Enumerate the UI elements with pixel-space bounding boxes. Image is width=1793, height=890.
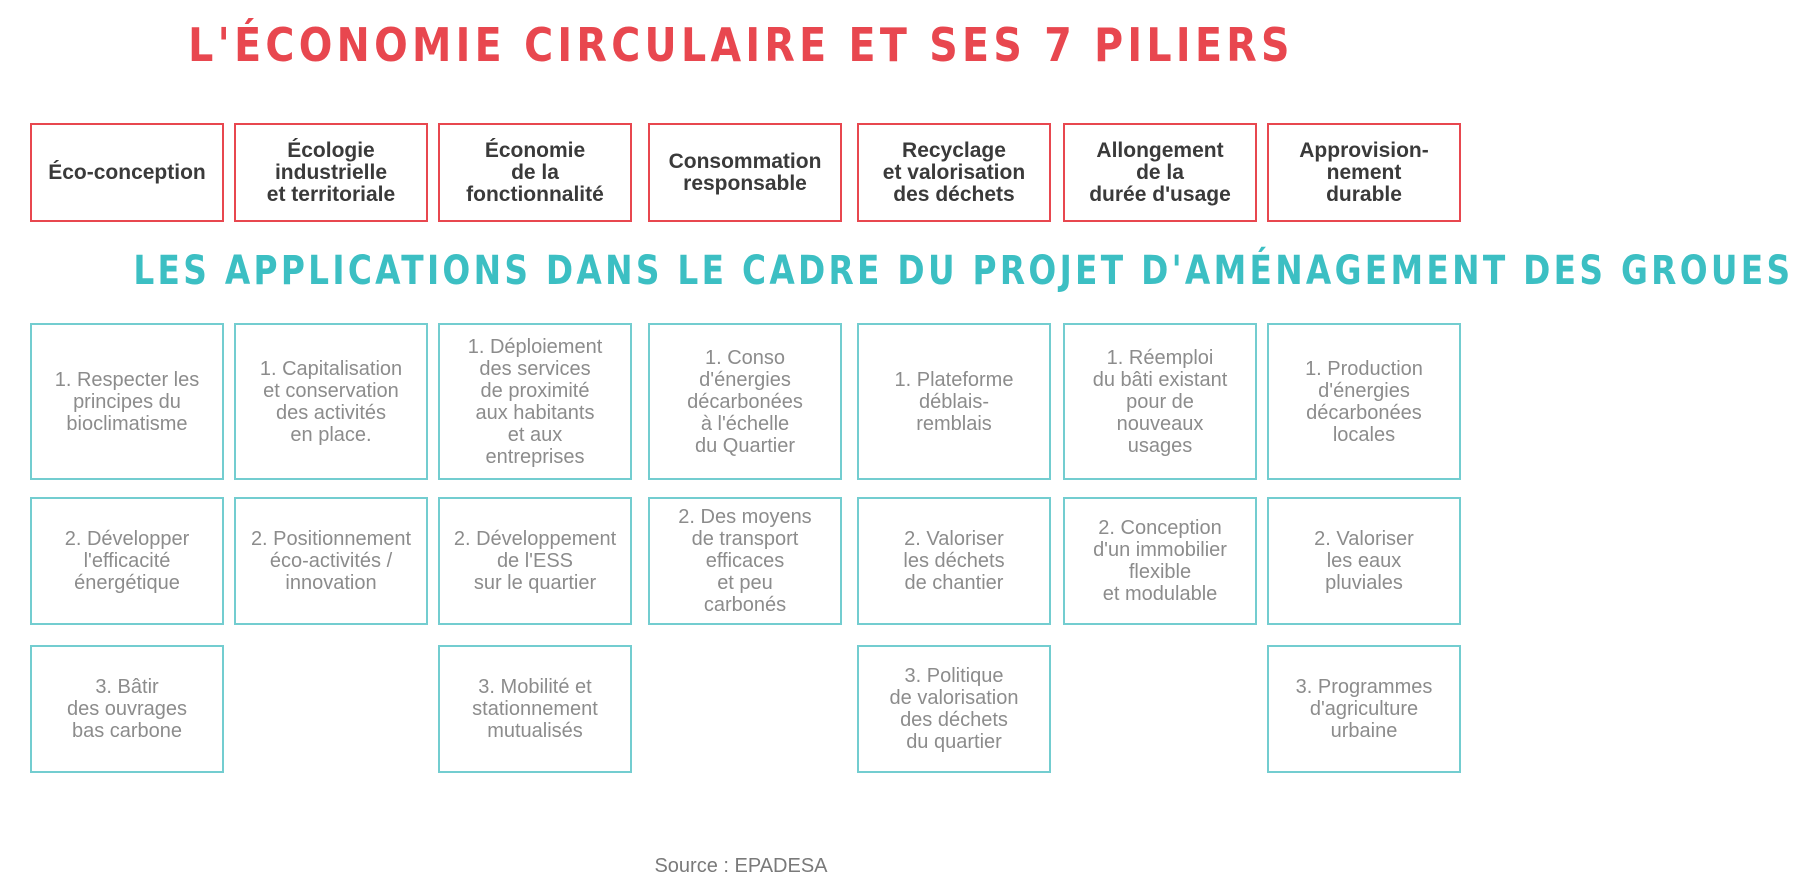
- application-label: 2. Des moyens de transport efficaces et peu carbonés: [678, 506, 812, 616]
- application-label: 1. Conso d'énergies décarbonées à l'échelle du Quartier: [687, 346, 803, 457]
- application-card: [1267, 645, 1461, 773]
- application-label: 1. Réemploi du bâti existant pour de nouveaux usages: [1092, 346, 1228, 457]
- application-card: [857, 497, 1051, 625]
- application-card: [234, 323, 428, 480]
- pillar-label: Écologie industrielle et territoriale: [266, 138, 396, 206]
- application-card: [648, 323, 842, 480]
- pillar-label: Recyclage et valorisation des déchets: [882, 138, 1026, 206]
- application-label: 3. Politique de valorisation des déchets du quartier: [889, 665, 1019, 753]
- application-card: [1267, 497, 1461, 625]
- application-card: [438, 497, 632, 625]
- application-label: 1. Capitalisation et conservation des activités en place.: [259, 357, 403, 446]
- application-label: 2. Positionnement éco-activités / innovation: [250, 528, 412, 594]
- application-label: 1. Production d'énergies décarbonées locales: [1305, 357, 1423, 446]
- application-label: 3. Mobilité et stationnement mutualisés: [472, 676, 598, 742]
- pillar-recyclage: [857, 123, 1051, 222]
- application-card: [857, 645, 1051, 773]
- application-card: [857, 323, 1051, 480]
- pillar-consommation-responsable: [648, 123, 842, 222]
- pillar-allongement: [1063, 123, 1257, 222]
- pillar-label: Approvision- nement durable: [1299, 138, 1429, 206]
- application-label: 2. Conception d'un immobilier flexible et modulable: [1093, 517, 1227, 605]
- application-label: 2. Développer l'efficacité énergétique: [64, 528, 190, 594]
- application-label: 1. Respecter les principes du bioclimatisme: [54, 368, 200, 435]
- application-card: [30, 497, 224, 625]
- application-card: [1063, 497, 1257, 625]
- application-label: 2. Valoriser les déchets de chantier: [903, 528, 1005, 594]
- application-card: [1063, 323, 1257, 480]
- application-card: [648, 497, 842, 625]
- application-label: 1. Plateforme déblais- remblais: [894, 368, 1014, 435]
- application-card: [438, 323, 632, 480]
- pillar-label: Consommation responsable: [668, 149, 822, 195]
- application-label: 2. Développement de l'ESS sur le quartier: [453, 528, 617, 594]
- pillar-approvisionnement: [1267, 123, 1461, 222]
- pillar-economie-fonctionnalite: [438, 123, 632, 222]
- page-title: L'ÉCONOMIE CIRCULAIRE ET SES 7 PILIERS: [188, 18, 1294, 72]
- pillar-ecologie-industrielle: [234, 123, 428, 222]
- application-label: 2. Valoriser les eaux pluviales: [1314, 528, 1414, 594]
- application-card: [438, 645, 632, 773]
- section-subtitle: LES APPLICATIONS DANS LE CADRE DU PROJET D'AMÉNAGEMENT DES GROUES: [133, 248, 1793, 294]
- application-label: 1. Déploiement des services de proximité aux habitants et aux entreprises: [467, 335, 603, 468]
- pillar-label: Éco-conception: [48, 160, 206, 184]
- source-credit: Source : EPADESA: [654, 855, 828, 877]
- application-label: 3. Programmes d'agriculture urbaine: [1295, 676, 1433, 742]
- application-card: [30, 323, 224, 480]
- application-label: 3. Bâtir des ouvrages bas carbone: [66, 676, 188, 742]
- pillar-eco-conception: [30, 123, 224, 222]
- pillar-label: Allongement de la durée d'usage: [1089, 138, 1231, 206]
- application-card: [30, 645, 224, 773]
- application-card: [1267, 323, 1461, 480]
- pillar-label: Économie de la fonctionnalité: [466, 138, 604, 206]
- application-card: [234, 497, 428, 625]
